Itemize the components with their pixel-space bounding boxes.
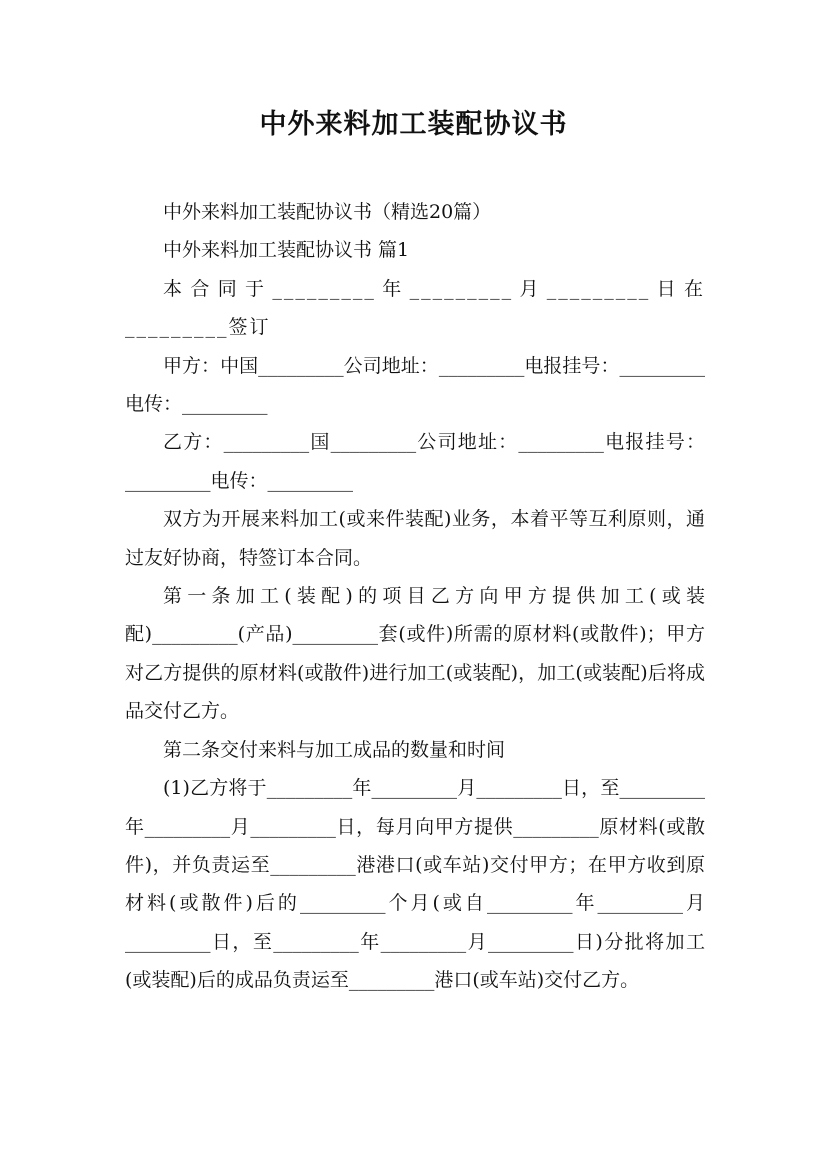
document-title: 中外来料加工装配协议书 — [259, 109, 568, 140]
paragraph-signing-date: 本合同于_________年_________月_________日在_________签订 — [125, 277, 705, 339]
paragraph-article-1: 第一条加工(装配)的项目乙方向甲方提供加工(或装配)_________(产品)_________套(或件)所需的原材料(或散件)；甲方对乙方提供的原材料(或散件)进行加工(或装配)，加工(或装配)后将成品交付乙方。 — [125, 585, 705, 723]
paragraph-article-2-heading: 第二条交付来料与加工成品的数量和时间 — [163, 738, 506, 761]
paragraph-subtitle: 中外来料加工装配协议书（精选20篇） — [163, 201, 492, 223]
document-body — [125, 193, 705, 1000]
paragraph-section-heading: 中外来料加工装配协议书 篇1 — [163, 239, 410, 262]
paragraph-party-b: 乙方：_________国_________公司地址：_________电报挂号：_________电传：_________ — [125, 431, 705, 492]
paragraph-preamble: 双方为开展来料加工(或来件装配)业务，本着平等互利原则，通过友好协商，特签订本合同。 — [125, 508, 705, 569]
paragraph-article-2-item-1: (1)乙方将于_________年_________月_________日，至_________年_________月_________日，每月向甲方提供_________原材料(或散件)，并负责运至_________港港口(或车站)交付甲方；在甲方收到原材料(或散件)后的_________个月(或自_________年_________月_________日，至_________年_________月_________日)分批将加工(或装配)后的成品负责运至_________港口(或车站)交付乙方。 — [125, 777, 705, 992]
paragraph-party-a: 甲方：中国_________公司地址：_________电报挂号：_________电传：_________ — [125, 354, 705, 416]
